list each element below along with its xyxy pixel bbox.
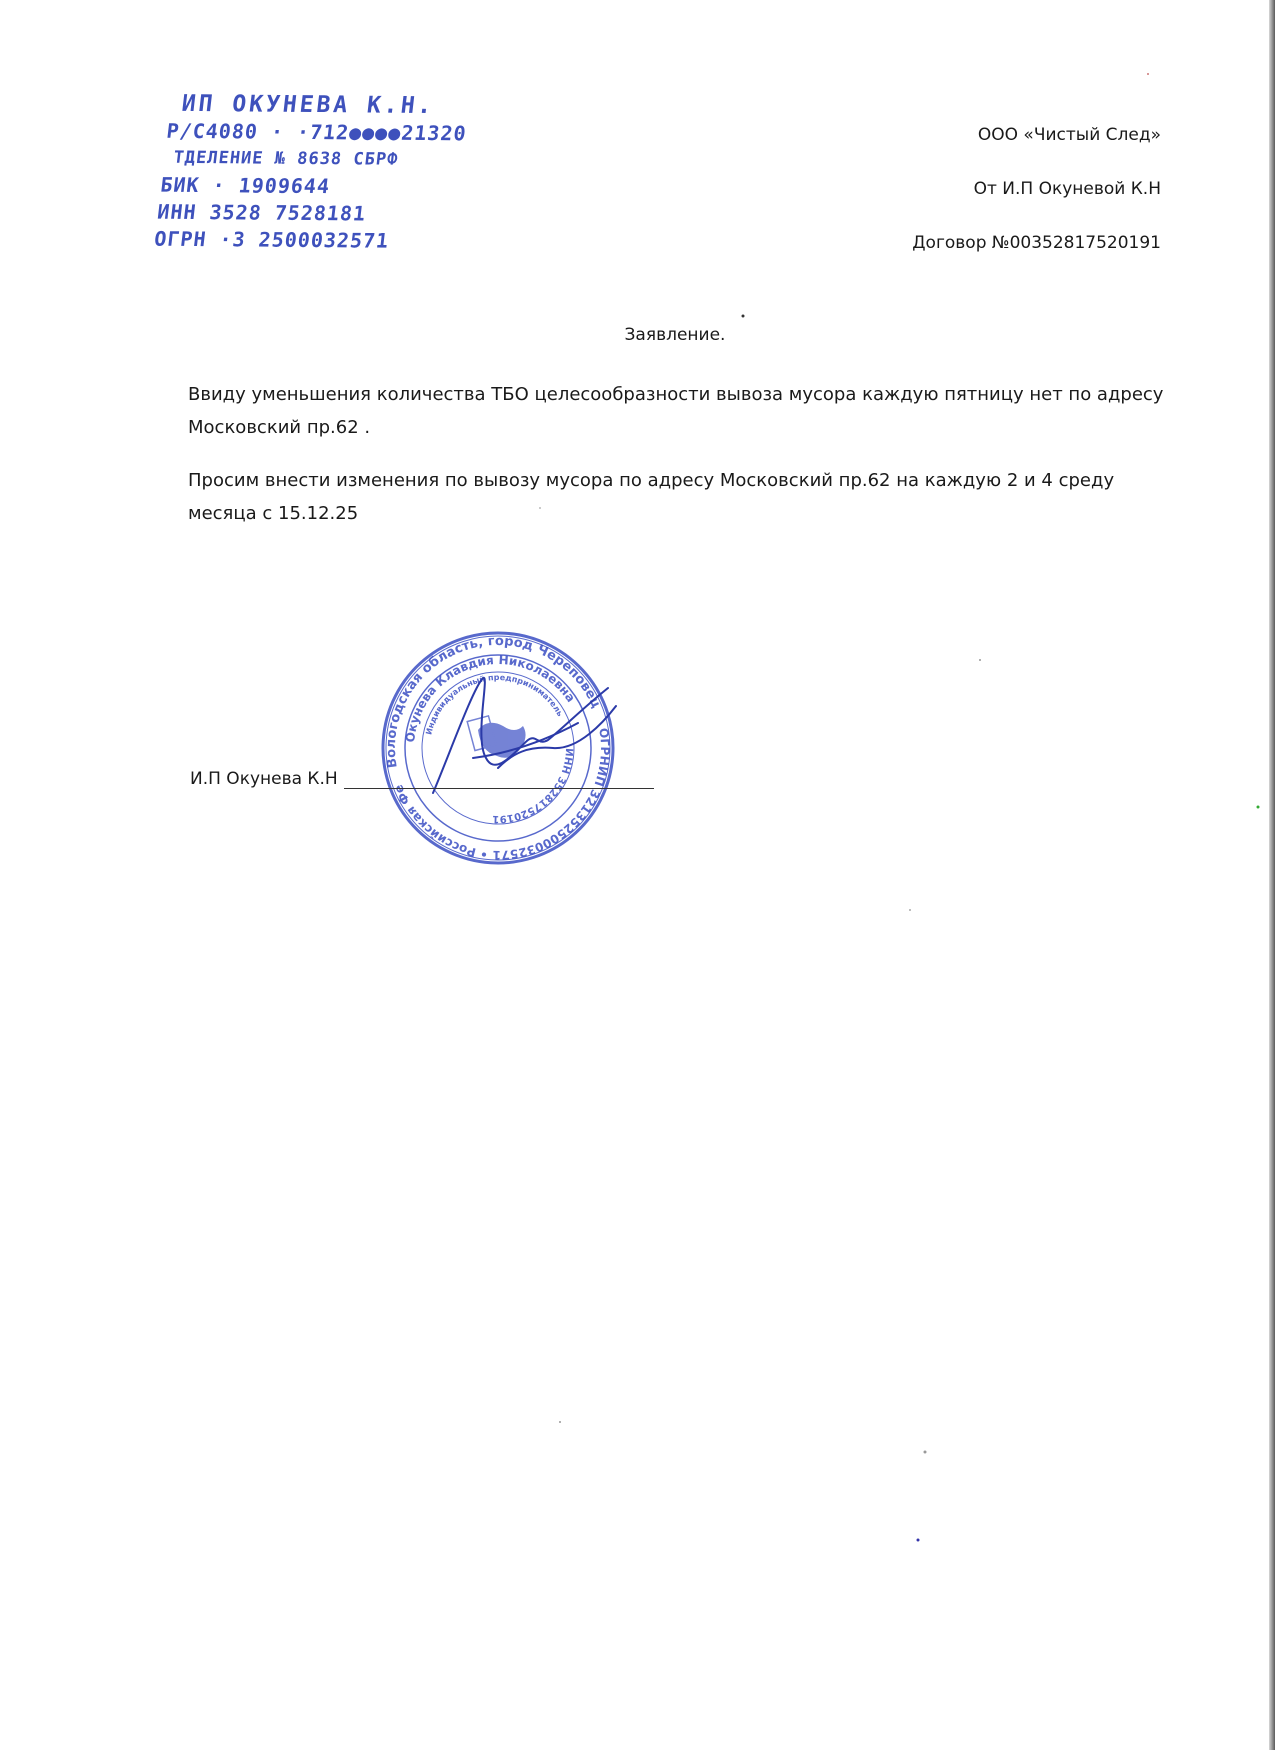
- stamp-line-bik: БИК · 1909644: [159, 172, 332, 199]
- stamp-line-ogrn: ОГРН ·3 2500032571: [153, 226, 391, 253]
- stamp-line-name: ИП ОКУНЕВА К.Н.: [180, 90, 436, 120]
- header-addressee-block: [912, 108, 1161, 270]
- signature-line: [344, 768, 654, 789]
- recipient-name: ООО «Чистый След»: [977, 125, 1161, 145]
- scanner-edge: [1269, 0, 1275, 1750]
- document-body: [188, 378, 1168, 550]
- stamp-line-branch: ТДЕЛЕНИЕ № 8638 СБРФ: [172, 147, 400, 170]
- paragraph-2: Просим внести изменения по вывозу мусора по адресу Московский пр.62 на каждую 2 и 4 среду месяца с 15.12.25: [188, 470, 1115, 524]
- sender-name: От И.П Окуневой К.Н: [973, 179, 1161, 199]
- document-title: Заявление.: [624, 325, 726, 345]
- seal-outer-text: Вологодская область, город Череповец: [383, 633, 604, 769]
- stamp-line-account: Р/С4080 · ·712●●●●21320: [165, 118, 468, 146]
- bank-details-stamp: [153, 91, 471, 255]
- signature-label: И.П Окунева К.Н: [190, 769, 338, 789]
- seal-middle-text: Окунева Клавдия Николаевна: [403, 652, 579, 744]
- seal-outer-text-2: ОГРНИП 321352500032571 • Российская Федерация: [391, 727, 613, 863]
- seal-inn-text: ИНН 352817520191: [492, 747, 575, 825]
- stamp-line-inn: ИНН 3528 7528181: [156, 199, 368, 226]
- signature-row: [190, 768, 654, 789]
- contract-number: Договор №00352817520191: [912, 233, 1161, 253]
- paragraph-1: Ввиду уменьшения количества ТБО целесообразности вывоза мусора каждую пятницу нет по адресу Московский пр.62 .: [188, 384, 1164, 438]
- seal-inner-text: Индивидуальный предприниматель: [424, 672, 565, 736]
- round-seal: [378, 628, 618, 868]
